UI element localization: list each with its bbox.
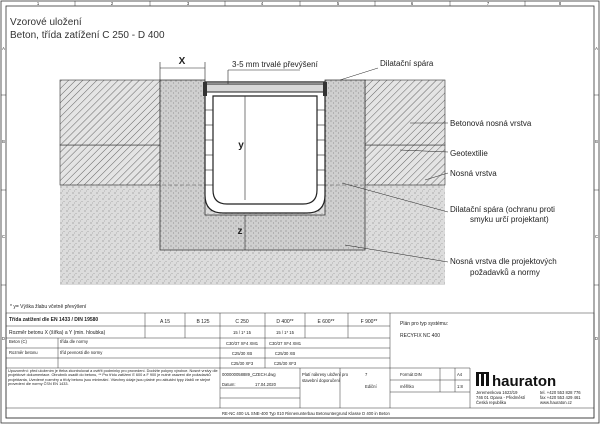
row5-c250: C25/30 XF3 — [230, 361, 254, 366]
dimension-z: z — [237, 226, 243, 237]
page-number: 7 — [365, 372, 368, 377]
border-letter: B — [595, 139, 598, 144]
border-letter: C — [1, 234, 6, 239]
label-dilatacni-spara: Dilatační spára — [380, 59, 434, 68]
format-value: A4 — [457, 372, 463, 377]
channel-inner — [213, 96, 317, 204]
label-betonova-vrstva: Betonová nosná vrstva — [450, 119, 532, 128]
border-letter: D — [594, 336, 599, 341]
frame-right — [323, 82, 327, 96]
hauraton-logo — [476, 372, 581, 405]
desc-line1: Platí nákresy uložení pro — [302, 372, 349, 377]
border-letter: C — [594, 234, 599, 239]
border-number: 5 — [336, 1, 340, 6]
project-label: Plán pro typ systému: — [400, 321, 449, 327]
border-number: 3 — [186, 1, 190, 6]
company-contact-3: www.hauraton.cz — [540, 400, 572, 405]
class-f900: F 900** — [360, 319, 378, 325]
border-letter: A — [595, 46, 598, 51]
border-number: 4 — [260, 1, 264, 6]
row4-d400: C25/30 XB — [274, 351, 296, 356]
row-concrete-label: Beton (C) — [9, 339, 27, 344]
footer-text: RE-NC 400 UL SNE-400 Typ 010 Rinnenunterbau Betonuntergrund Klasse D 400 in Beton — [222, 411, 390, 416]
drawing-number: 000000058889_CZECH.dwg — [222, 372, 276, 377]
row5-d400: C25/30 XF3 — [273, 361, 297, 366]
scale-label: měřítko — [400, 384, 414, 389]
label-nosna-vrstva-2b: požadavků a normy — [470, 268, 540, 277]
drawing-title: Vzorové uložení — [10, 17, 82, 28]
format-label: Formát DIN — [400, 372, 422, 377]
class-e600: E 600** — [317, 319, 335, 325]
row4-c250: C25/30 XB — [231, 351, 253, 356]
step-note: 3-5 mm trvalé převýšení — [232, 60, 318, 69]
border-letter: A — [2, 46, 5, 51]
dimension-y: y — [238, 140, 244, 151]
base-layer-left — [60, 145, 160, 185]
row-concrete-sub: třída dle normy — [60, 339, 88, 344]
border-letter: D — [1, 336, 6, 341]
scale-value: 1:8 — [457, 384, 463, 389]
row-load-class-label: Třída zatížení dle EN 1433 / DIN 19580 — [9, 317, 99, 323]
product-name: RECYFIX NC 400 — [400, 333, 441, 339]
surface-layer-right — [365, 80, 445, 145]
date-value: 17.04.2020 — [255, 382, 276, 387]
class-c250: C 250 — [235, 319, 249, 325]
company-name: hauraton — [492, 373, 557, 390]
notes-text: Upozornění: před uložením je třeba zkontrolovat a ověřit podmínky pro provedení. Dodržte pokyny výrobce. Nosné vrstvy dle projektové dokumentace. Obrubník osadit do betonu, ** Pro třídu zatížení E 600 a F 900 je nutné osazení dle požadavků projektanta, Uvedené rozměry a třídy betonu jsou minimální. Všechny údaje jsou platné pro aktuální typy žlabů ve stejné provedení dle normy ČSN EN 1433. — [8, 369, 218, 387]
class-a15: A 15 — [159, 319, 171, 325]
row3-d400: C30/37 XF4 XM1 — [268, 341, 302, 346]
company-address-3: Česká republika — [476, 400, 507, 405]
cross-section — [60, 80, 445, 285]
frame-left — [203, 82, 207, 96]
label-geotextilie: Geotextilie — [450, 149, 488, 158]
edition-label: Ediční — [365, 384, 377, 389]
drawing-subtitle: Beton, třída zatížení C 250 - D 400 — [10, 30, 165, 41]
notes-block — [8, 369, 218, 407]
class-d400: D 400** — [276, 319, 294, 325]
surface-layer-left — [60, 80, 160, 145]
logo-mark-icon — [476, 372, 489, 386]
border-number: 7 — [486, 1, 490, 6]
border-letter: B — [2, 139, 5, 144]
base-layer-right — [365, 145, 445, 185]
label-nosna-vrstva: Nosná vrstva — [450, 169, 497, 178]
company-address-2: 746 01 Opava - Předměstí — [476, 395, 526, 400]
row-dimensions-label: Rozměr betonu X (šířka) a Y (min. hloubka) — [9, 330, 106, 336]
dimension-x: X — [178, 56, 186, 67]
label-dilatacni-spara-2b: smyku určí projektant) — [470, 215, 549, 224]
date-label: Datum: — [222, 382, 236, 387]
row-concrete2-sub: tříd pevnosti dle normy — [60, 350, 103, 355]
company-contact-2: fax +420 553 429 461 — [540, 395, 581, 400]
row2-c250: 15 / 1* 15 — [233, 330, 251, 335]
row3-c250: C30/37 XF4 XM1 — [225, 341, 259, 346]
label-dilatacni-spara-2: Dilatační spára (ochranu proti — [450, 205, 555, 214]
class-b125: B 125 — [196, 319, 210, 325]
label-nosna-vrstva-2: Nosná vrstva dle projektových — [450, 257, 557, 266]
border-number: 6 — [410, 1, 414, 6]
grating — [205, 84, 325, 92]
border-number: 2 — [110, 1, 114, 6]
row2-d400: 15 / 1* 15 — [276, 330, 294, 335]
footnote: * y= Výška žlabu včetně převýšení — [10, 304, 87, 310]
row-concrete2-label: Rozměr betonu — [9, 350, 38, 355]
company-contact-1: tel. +420 553 828 776 — [540, 390, 581, 395]
border-number: 8 — [558, 1, 562, 6]
company-address-1: Jeremenkova 1623/19 — [476, 390, 518, 395]
border-number: 1 — [36, 1, 40, 6]
desc-line2: stavební doporučení — [302, 378, 340, 383]
